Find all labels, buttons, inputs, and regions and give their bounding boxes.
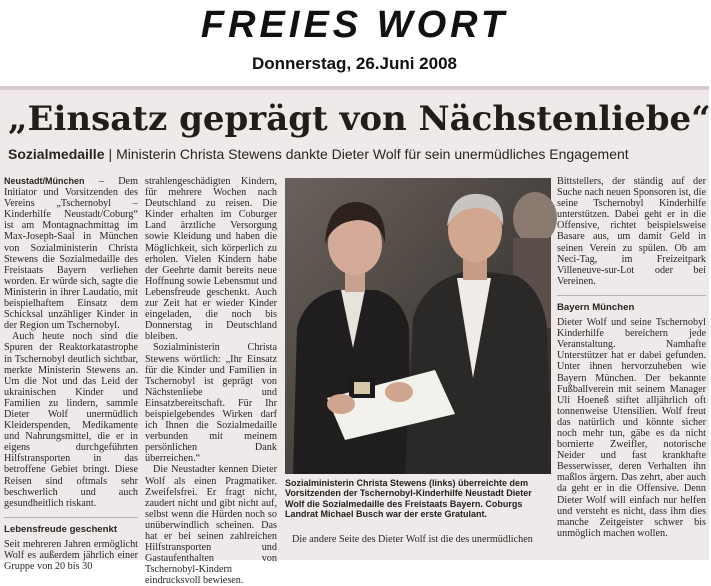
column-3-text: Die andere Seite des Dieter Wolf ist die des unermüdlichen — [292, 534, 533, 545]
kicker-separator: | — [108, 146, 113, 162]
paragraph — [4, 176, 138, 331]
article-column-4 — [557, 176, 706, 539]
photo-caption: Sozialministerin Christa Stewens (links) überreichte dem Vorsitzenden der Tschernobyl-Kinderhilfe Neustadt Dieter Wolf die Sozialmedaille des Freistaats Bayern. Coburgs Landrat Michael Busch war der erste Gratulant. — [285, 478, 532, 520]
dateline: Neustadt/München — [4, 176, 85, 186]
paragraph: Dieter Wolf und seine Tschernobyl Kinderhilfe bereichern jede Veranstaltung. Namhafte Unterstützer hat er dabei gefunden. Unter ihnen hervorzuheben wie Bayern München. Der bekannte Fußballverein mit seinem Manager Uli Hoeneß stiftet alljährlich oft tonnenweise Utensilien. Wolf freut das natürlich und könnte sicher noch mehr tun, gäbe es da nicht bornierte Zweifler, notorische Neider und fast krankhafte Besserwisser, deren Verhalten ihn maßlos ärgern. Das zehrt, aber auch da geht er in die Offensive. Denn Dieter Wolf will einfach nur helfen und versteht es nicht, dass ihm dies manche Zeitgeister schwer bis unmöglich machen wollen. — [557, 317, 706, 539]
paragraph: Sozialministerin Christa Stewens wörtlich: „Ihr Einsatz für die Kinder und Familien in Tschernobyl ist geprägt von Nächstenliebe und Einsatzbereitschaft. Für Ihr beispielgebendes Wirken darf ich Ihnen die Sozialmedaille verbunden mit meinem persönlichen Dank überreichen.“ — [145, 342, 277, 465]
paragraph-text: – Dem Initiator und Vorsitzenden des Vereins „Tschernobyl – Kinderhilfe Neustadt/Coburg“ ist am Montagnachmittag im Max-Joseph-Saal in München von Sozialministerin Christa Stewens die Sozialmedaille des Freistaats Bayern verliehen worden. Er würde sich, sagte die Ministerin in ihrer Laudatio, mit beispielhaftem Einsatz dem Schicksal unzähliger Kinder in der Region um Tschernobyl. — [4, 176, 138, 332]
paragraph: Auch heute noch sind die Spuren der Reaktorkatastrophe in Tschernobyl deutlich sichtbar, merkte Ministerin Stewens an. Um die Not und das Leid der ukrainischen Kinder und Familien zu lindern, sammle Dieter Wolf unermüdlich Kleiderspenden, Medikamente und Nahrungsmittel, die er in eigens durchgeführten Hilfstransporten in das betroffene Gebiet bringt. Diese Reisen sind oftmals sehr beschwerlich und auch gesundheitlich riskant. — [4, 331, 138, 509]
article-column-1 — [4, 176, 138, 572]
award-photo — [285, 178, 551, 474]
newspaper-clipping — [0, 86, 711, 586]
kicker-label: Sozialmedaille — [8, 146, 105, 162]
clipping-top-rule — [0, 86, 709, 90]
issue-date: Donnerstag, 26.Juni 2008 — [251, 54, 458, 73]
kicker-text: Ministerin Christa Stewens dankte Dieter Wolf für sein unermüdliches Engagement — [116, 146, 629, 162]
paragraph: Die Neustadter kennen Dieter Wolf als einen Pragmatiker. Zweifelsfrei. Er fragt nicht, zaudert nicht und gibt nicht auf, selbst wenn die Hürden noch so unüberwindlich scheinen. Das hat er bei seinen zahlreichen Hilfstransporten und Gastaufenthalten von Tschernobyl-Kindern eindrucksvoll bewiesen. — [145, 464, 277, 586]
newspaper-name: FREIES WORT — [200, 4, 509, 46]
subheading: Bayern München — [557, 295, 706, 313]
subheading: Lebensfreude geschenkt — [4, 517, 138, 535]
paragraph: Bittstellers, der ständig auf der Suche nach neuen Sponsoren ist, die seine Tschernobyl Kinderhilfe unterstützen. Dabei geht er in die Offensive, richtet beispielsweise Basare aus, um damit Geld in seinen Verein zu spülen. Ob am Neci-Tag, im Freizeitpark Villeneuve-sur-Lot oder bei Vereinen. — [557, 176, 706, 287]
newspaper-masthead — [0, 0, 709, 86]
article-column-2 — [145, 176, 277, 586]
award-photo-image — [285, 178, 551, 474]
paragraph: Seit mehreren Jahren ermöglicht Wolf es außerdem jährlich einer Gruppe von 20 bis 30 — [4, 538, 138, 573]
paragraph: strahlengeschädigten Kindern, für mehrere Wochen nach Deutschland zu reisen. Die Kinder erhalten im Coburger Land ärztliche Versorgung sowie Kleidung und haben die Möglichkeit, sich körperlich zu erholen. Vielen Kindern habe der Geehrte damit bereits neue Hoffnung sowie Lebensmut und Lebensfreude geschenkt. Auch zur Zeit hat er wieder Kinder eingeladen, die noch bis Donnerstag in Deutschland bleiben. — [145, 176, 277, 343]
article-kicker — [8, 146, 629, 162]
article-headline: „Einsatz geprägt von Nächstenliebe“ — [8, 99, 711, 139]
